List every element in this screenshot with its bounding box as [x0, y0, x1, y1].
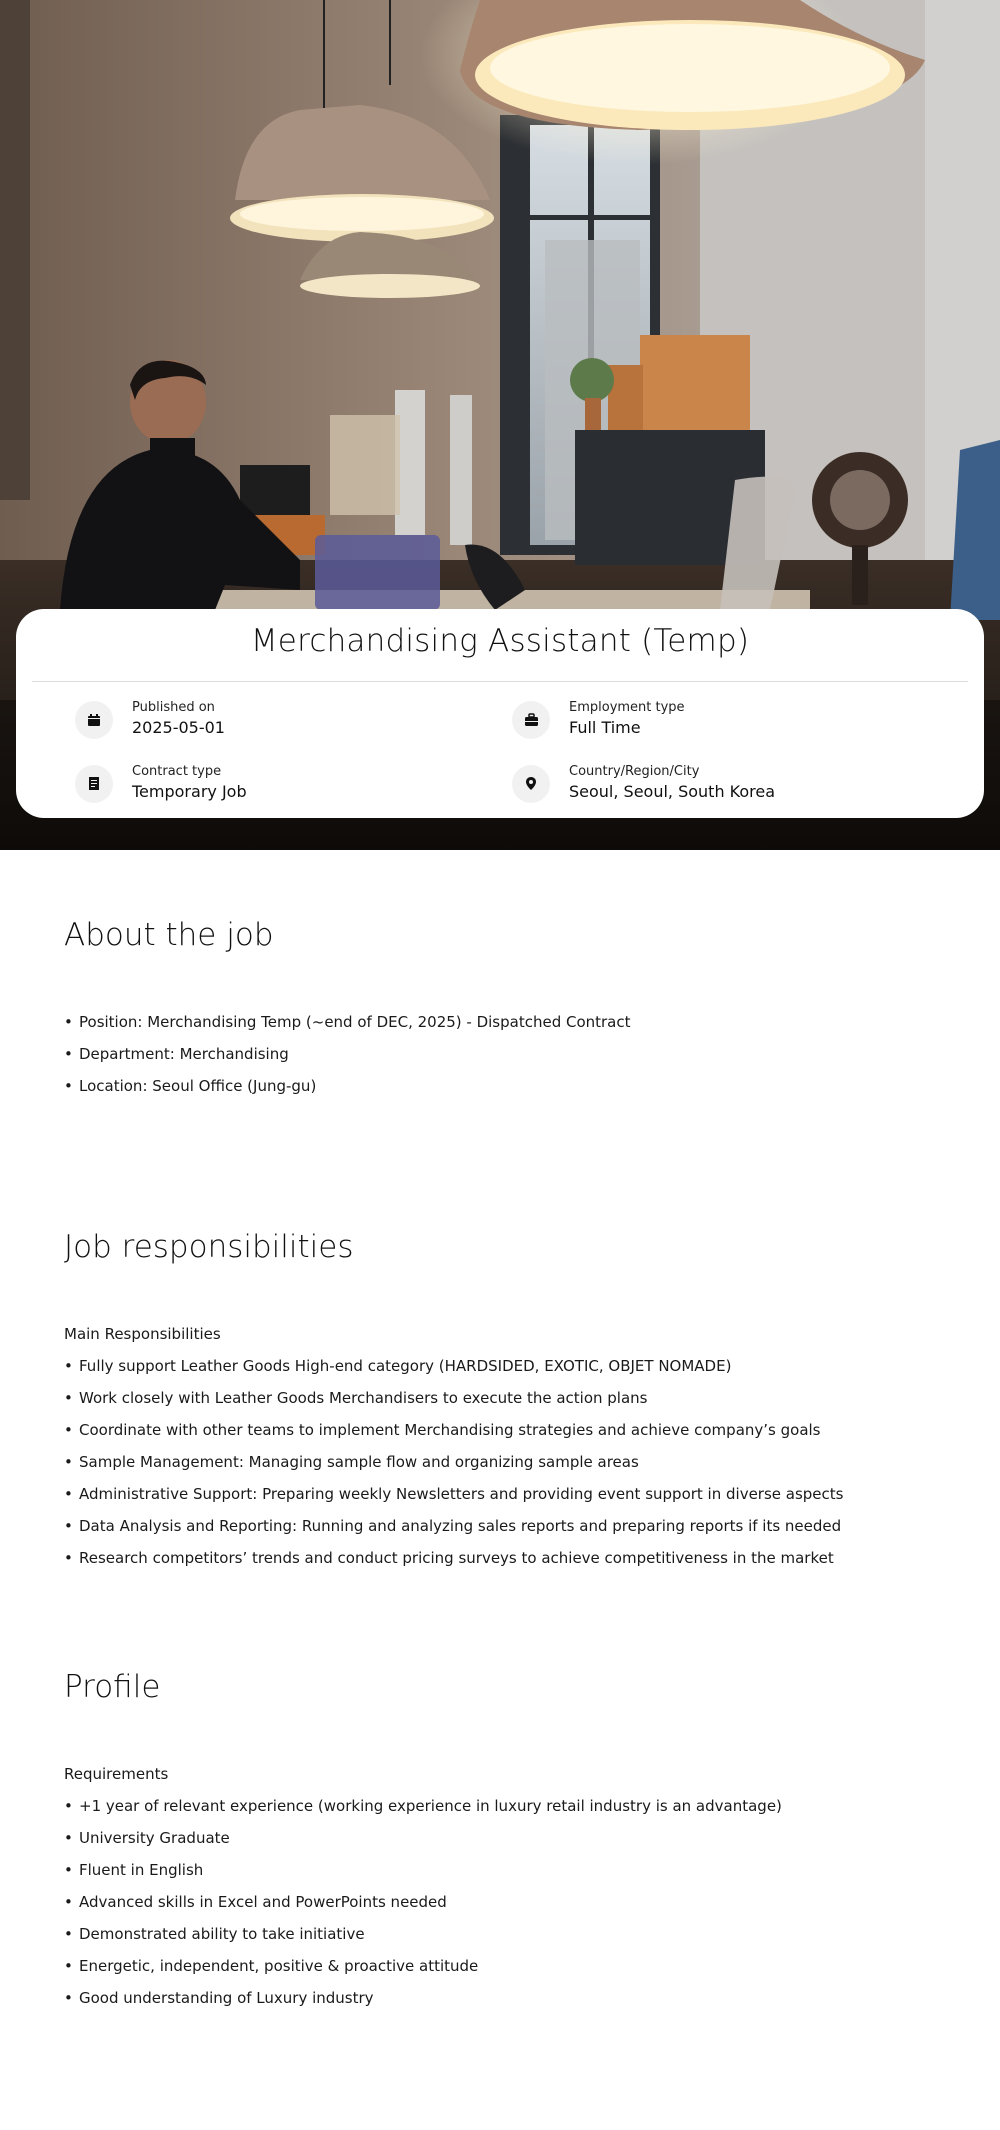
- section-job-responsibilities: [64, 1228, 944, 1574]
- meta-value: 2025-05-01: [132, 718, 225, 737]
- meta-published-on: [75, 700, 225, 739]
- list-item: • Fluent in English: [64, 1854, 944, 1886]
- list-item: • +1 year of relevant experience (working experience in luxury retail industry is an advantage): [64, 1790, 944, 1822]
- meta-label: Country/Region/City: [569, 764, 700, 779]
- shopping-bag: [640, 335, 750, 430]
- list-item: • Research competitors’ trends and conduct pricing surveys to achieve competitiveness in the market: [64, 1542, 944, 1574]
- about-list: [64, 1006, 944, 1102]
- section-title: About the job: [64, 917, 274, 953]
- meta-location: [512, 764, 775, 803]
- briefcase-icon: [512, 701, 550, 739]
- list-item: • Department: Merchandising: [64, 1038, 944, 1070]
- list-item: • Position: Merchandising Temp (~end of DEC, 2025) - Dispatched Contract: [64, 1006, 944, 1038]
- card-divider: [32, 681, 968, 682]
- section-subtitle: Requirements: [64, 1765, 169, 1783]
- list-item: • Sample Management: Managing sample flow and organizing sample areas: [64, 1446, 944, 1478]
- list-item: • Data Analysis and Reporting: Running and analyzing sales reports and preparing reports if its needed: [64, 1510, 944, 1542]
- section-title: Profile: [64, 1669, 161, 1705]
- list-item: • Good understanding of Luxury industry: [64, 1982, 944, 2014]
- list-item: • Work closely with Leather Goods Merchandisers to execute the action plans: [64, 1382, 944, 1414]
- location-pin-icon: [512, 765, 550, 803]
- meta-value: Full Time: [569, 718, 641, 737]
- section-title: Job responsibilities: [64, 1229, 354, 1265]
- meta-value: Temporary Job: [132, 782, 247, 801]
- meta-contract-type: [75, 764, 247, 803]
- section-subtitle: Main Responsibilities: [64, 1325, 221, 1343]
- list-item: • University Graduate: [64, 1822, 944, 1854]
- list-item: • Fully support Leather Goods High-end category (HARDSIDED, EXOTIC, OBJET NOMADE): [64, 1350, 944, 1382]
- section-about-job: [64, 916, 944, 1102]
- list-item: • Advanced skills in Excel and PowerPoints needed: [64, 1886, 944, 1918]
- meta-label: Published on: [132, 700, 215, 715]
- meta-label: Contract type: [132, 764, 222, 779]
- calendar-icon: [75, 701, 113, 739]
- list-item: • Location: Seoul Office (Jung-gu): [64, 1070, 944, 1102]
- meta-value: Seoul, Seoul, South Korea: [569, 782, 776, 801]
- profile-list: [64, 1790, 944, 2014]
- responsibilities-list: [64, 1350, 944, 1574]
- document-icon: [75, 765, 113, 803]
- section-profile: [64, 1668, 944, 2014]
- list-item: • Administrative Support: Preparing weekly Newsletters and providing event support in diverse aspects: [64, 1478, 944, 1510]
- list-item: • Demonstrated ability to take initiative: [64, 1918, 944, 1950]
- meta-label: Employment type: [569, 700, 685, 715]
- job-title: Merchandising Assistant (Temp): [250, 623, 750, 659]
- job-summary-card: [16, 609, 984, 818]
- list-item: • Energetic, independent, positive & proactive attitude: [64, 1950, 944, 1982]
- list-item: • Coordinate with other teams to implement Merchandising strategies and achieve company’s goals: [64, 1414, 944, 1446]
- meta-employment-type: [512, 700, 685, 739]
